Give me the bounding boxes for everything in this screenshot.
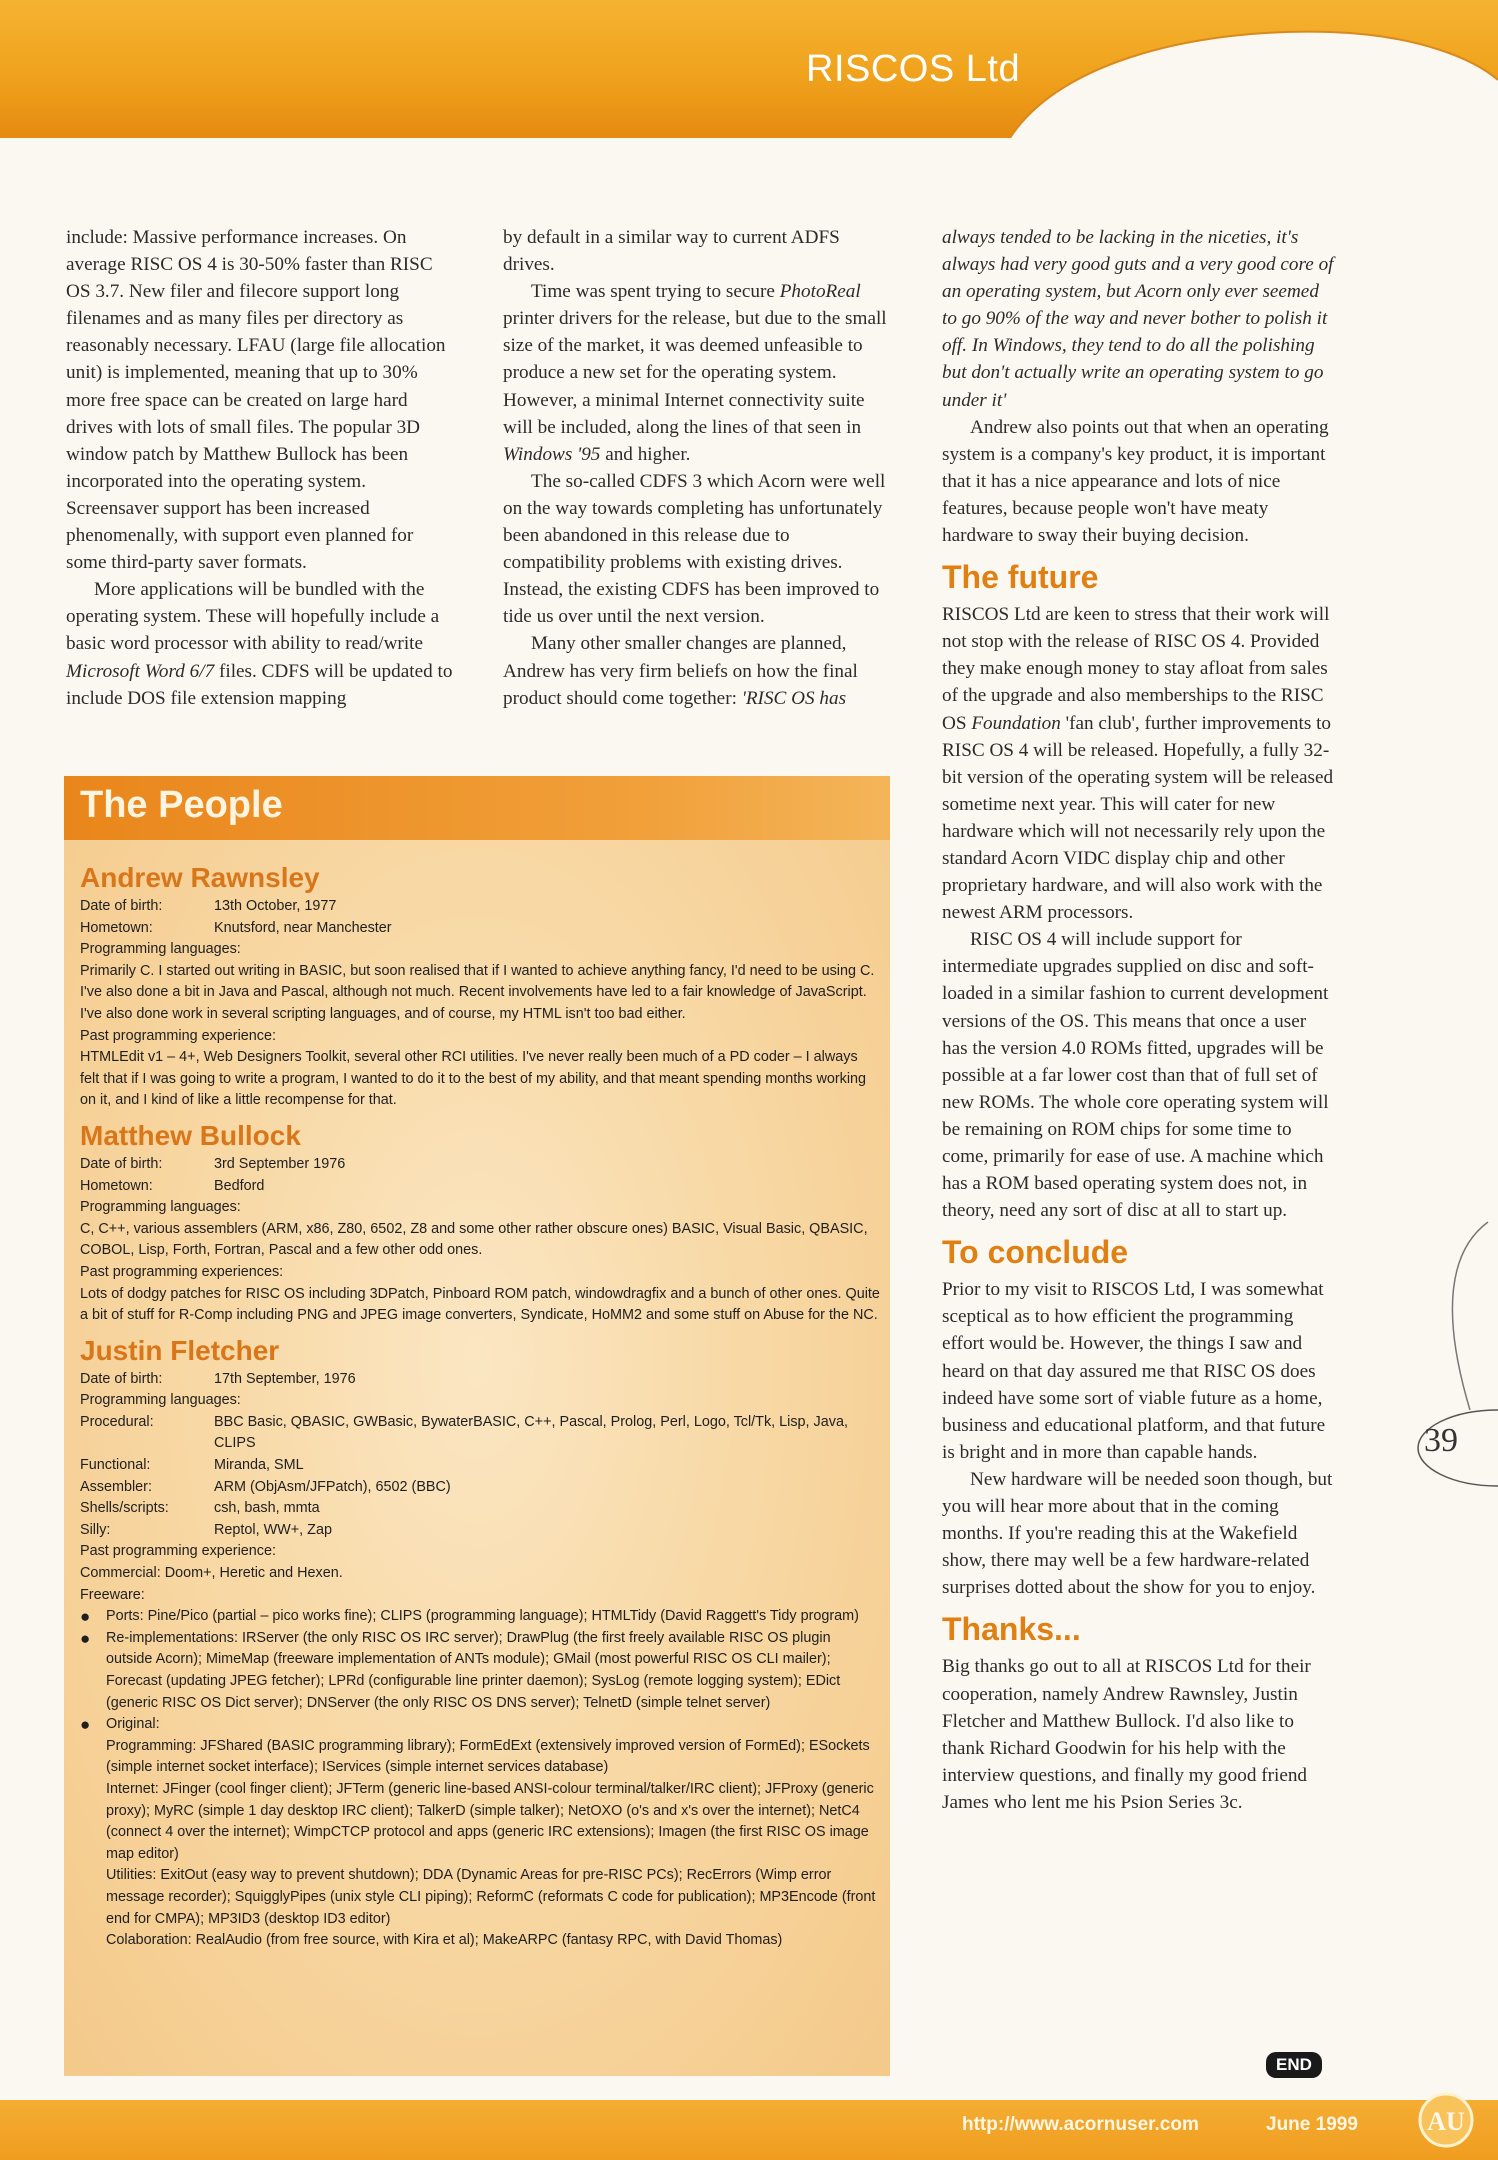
info-row: Hometown: Bedford: [80, 1177, 265, 1194]
heading-future: The future: [942, 559, 1099, 596]
label: Programming languages:: [80, 1199, 241, 1216]
article-column-2: [503, 224, 889, 712]
bullet-icon: ●: [80, 1628, 91, 1648]
paragraph: include: Massive performance increases. On average RISC OS 4 is 30-50% faster than RISC OS 3.7. New filer and filecore support long filenames and as many files per directory as reasonably necessary. LFAU (large file allocation unit) is implemented, meaning that up to 30% more free space can be created on large hard drives with lots of small files. The popular 3D window patch by Matthew Bullock has been incorporated into the operating system. Screensaver support has been increased phenomenally, with support even planned for some third-party saver formats.: [66, 227, 446, 574]
text-block: Colaboration: RealAudio (from free source, with Kira et al); MakeARPC (fantasy RPC, with David Thomas): [106, 1932, 783, 1949]
text-block: Primarily C. I started out writing in BASIC, but soon realised that if I wanted to achieve anything fancy, I'd need to be using C. I've also done a bit in Java and Pascal, although not much. Recent involvements have led to a fair knowledge of JavaScript. I've also done work in several scripting languages, and of course, my HTML isn't too bad either.: [80, 962, 875, 1022]
info-row: Date of birth: 17th September, 1976: [80, 1370, 356, 1387]
quote: always tended to be lacking in the niceties, it's always had very good guts and a very good core of an operating system, but Acorn only ever seemed to go 90% of the way and never bother to polish it off. In Windows, they tend to do all the polishing but don't actually write an operating system to go under it': [942, 227, 1334, 411]
info-row: Silly: Reptol, WW+, Zap: [80, 1521, 332, 1538]
list-item: ● Original:: [80, 1715, 160, 1735]
info-row: Date of birth: 3rd September 1976: [80, 1155, 346, 1172]
paragraph: The so-called CDFS 3 which Acorn were well on the way towards completing has unfortunately been abandoned in this release due to compatibility problems with existing drives. Instead, the existing CDFS has been improved to tide us over until the next version.: [503, 470, 886, 628]
text-block: Programming: JFShared (BASIC programming library); FormEdExt (extensively improved version of FormEd); ESockets (simple internet socket interface); IServices (simple internet services database): [106, 1737, 870, 1776]
people-sidebar: [64, 776, 890, 2076]
text-block: Utilities: ExitOut (easy way to prevent shutdown); DDA (Dynamic Areas for pre-RISC PCs); RecErrors (Wimp error message recorder); SquigglyPipes (unix style CLI piping); ReformC (reformats C code for publication); MP3Encode (front end for CMPA); MP3ID3 (desktop ID3 editor): [106, 1867, 876, 1927]
text-block: HTMLEdit v1 – 4+, Web Designers Toolkit, several other RCI utilities. I've never really been much of a PD coder – I always felt that if I was going to write a program, I wanted to do it to the best of my ability, and that meant spending months working on it, and I kind of like a little recompense for that.: [80, 1049, 867, 1109]
paragraph: Many other smaller changes are planned, Andrew has very firm beliefs on how the final product should come together: 'RISC OS has: [503, 633, 858, 709]
paragraph: by default in a similar way to current ADFS drives.: [503, 227, 840, 276]
person-name-andrew: Andrew Rawnsley: [80, 862, 320, 893]
footer-date: June 1999: [1266, 2114, 1358, 2135]
label: Freeware:: [80, 1586, 145, 1603]
heading-thanks: Thanks...: [942, 1611, 1081, 1648]
heading-conclude: To conclude: [942, 1234, 1129, 1271]
page-footer: [0, 2100, 1498, 2160]
paragraph: RISC OS 4 will include support for intermediate upgrades supplied on disc and soft-loaded in a similar fashion to current development versions of the OS. This means that once a user has the version 4.0 ROMs fitted, upgrades will be possible at a far lower cost than that of full set of new ROMs. The whole core operating system will be remaining on ROM chips for some time to come, primarily for ease of use. A machine which has a ROM based operating system does not, in theory, need any sort of disc at all to start up.: [942, 929, 1329, 1222]
text-block: Lots of dodgy patches for RISC OS including 3DPatch, Pinboard ROM patch, windowdragfix and a bunch of other ones. Quite a bit of stuff for R-Comp including PNG and JPEG image converters, Syndicate, HoMM2 and some stuff on Abuse for the NC.: [80, 1285, 880, 1324]
paragraph: RISCOS Ltd are keen to stress that their work will not stop with the release of RISC OS 4. Provided they make enough money to stay afloat from sales of the upgrade and also memberships to the RISC OS Foundation 'fan club', further improvements to RISC OS 4 will be released. Hopefully, a fully 32-bit version of the operating system will be released sometime next year. This will cater for new hardware which will not necessarily rely upon the standard Acorn VIDC display chip and other proprietary hardware, and will also work with the newest ARM processors.: [942, 604, 1334, 924]
paragraph: Big thanks go out to all at RISCOS Ltd for their cooperation, namely Andrew Rawnsley, Justin Fletcher and Matthew Bullock. I'd also like to thank Richard Goodwin for his help with the interview questions, and finally my good friend James who lent me his Psion Series 3c.: [942, 1656, 1311, 1813]
article-column-1: [66, 224, 458, 712]
label: Past programming experiences:: [80, 1263, 284, 1280]
bullet-icon: ●: [80, 1715, 91, 1735]
end-badge: END: [1266, 2052, 1322, 2078]
page-number-tab: [1412, 1408, 1498, 1488]
info-row: Shells/scripts: csh, bash, mmta: [80, 1500, 320, 1517]
header-title: RISCOS Ltd: [806, 48, 1021, 90]
article-column-3: [942, 224, 1334, 1816]
list-item: ● Ports: Pine/Pico (partial – pico works fine); CLIPS (programming language); HTMLTidy (David Raggett's Tidy program): [80, 1607, 859, 1627]
svg-text:AU: AU: [1427, 2107, 1465, 2136]
info-row: Hometown: Knutsford, near Manchester: [80, 919, 392, 936]
info-row: Assembler: ARM (ObjAsm/JFPatch), 6502 (BBC): [80, 1478, 451, 1495]
people-title: The People: [80, 784, 283, 826]
text-block: Internet: JFinger (cool finger client); JFTerm (generic line-based ANSI-colour terminal/talker/IRC client); JFProxy (generic proxy); MyRC (simple 1 day desktop IRC client); TalkerD (simple talker); NetOXO (o's and x's over the internet); NetC4 (connect 4 over the internet); WimpCTCP protocol and apps (generic IRC extensions); Imagen (the first RISC OS image map editor): [106, 1780, 874, 1862]
info-row: Procedural: BBC Basic, QBASIC, GWBasic, BywaterBASIC, C++, Pascal, Prolog, Perl, Logo, Tcl/Tk, Lisp, Java, CLIPS: [80, 1413, 848, 1452]
paragraph: More applications will be bundled with the operating system. These will hopefully include a basic word processor with ability to read/write Microsoft Word 6/7 files. CDFS will be updated to include DOS file extension mapping: [66, 579, 453, 709]
people-body: [80, 854, 880, 1952]
people-header-bar: [64, 776, 890, 840]
text-block: Commercial: Doom+, Heretic and Hexen.: [80, 1565, 343, 1582]
text-block: C, C++, various assemblers (ARM, x86, Z80, 6502, Z8 and some other rather obscure ones) BASIC, Visual Basic, QBASIC, COBOL, Lisp, Forth, Fortran, Pascal and a few other odd ones.: [80, 1220, 868, 1259]
list-item: ● Re-implementations: IRServer (the only RISC OS IRC server); DrawPlug (the first freely available RISC OS plugin outside Acorn); MimeMap (freeware implementation of ANTs module); GMail (most powerful RISC OS CLI mailer); Forecast (updating JPEG fetcher); LPRd (configurable line printer daemon); SysLog (remote logging system); EDict (generic RISC OS Dict server); DNServer (the only RISC OS DNS server); TelnetD (simple telnet server): [80, 1628, 880, 1714]
label: Past programming experience:: [80, 1027, 276, 1044]
paragraph: Andrew also points out that when an operating system is a company's key product, it is important that it has a nice appearance and lots of nice features, because people won't have meaty hardware to sway their buying decision.: [942, 416, 1329, 547]
person-name-justin: Justin Fletcher: [80, 1334, 280, 1366]
page-edge-curve: [1430, 1220, 1490, 1420]
paragraph: New hardware will be needed soon though, but you will hear more about that in the coming months. If you're reading this at the Wakefield show, there may well be a few hardware-related surprises dotted about the show for you to enjoy.: [942, 1468, 1333, 1599]
info-row: Date of birth: 13th October, 1977: [80, 898, 337, 914]
page-number: 39: [1424, 1422, 1458, 1459]
person-name-matthew: Matthew Bullock: [80, 1119, 301, 1151]
bullet-icon: ●: [80, 1607, 91, 1627]
paragraph: Time was spent trying to secure PhotoReal printer drivers for the release, but due to the small size of the market, it was deemed unfeasible to produce a new set for the operating system. However, a minimal Internet connectivity suite will be included, along the lines of that seen in Windows '95 and higher.: [503, 281, 887, 465]
acorn-user-logo: [1416, 2090, 1476, 2150]
footer-url: http://www.acornuser.com: [962, 2114, 1199, 2135]
page-header: [0, 0, 1498, 138]
label: Programming languages:: [80, 941, 241, 958]
info-row: Functional: Miranda, SML: [80, 1457, 304, 1474]
label: Past programming experience:: [80, 1543, 276, 1560]
paragraph: Prior to my visit to RISCOS Ltd, I was somewhat sceptical as to how efficient the programming effort would be. However, the things I saw and heard on that day assured me that RISC OS does indeed have some sort of viable future as a home, business and educational platform, and that future is bright and in more than capable hands.: [942, 1279, 1326, 1463]
header-swoosh: [0, 0, 1498, 138]
label: Programming languages:: [80, 1392, 241, 1409]
